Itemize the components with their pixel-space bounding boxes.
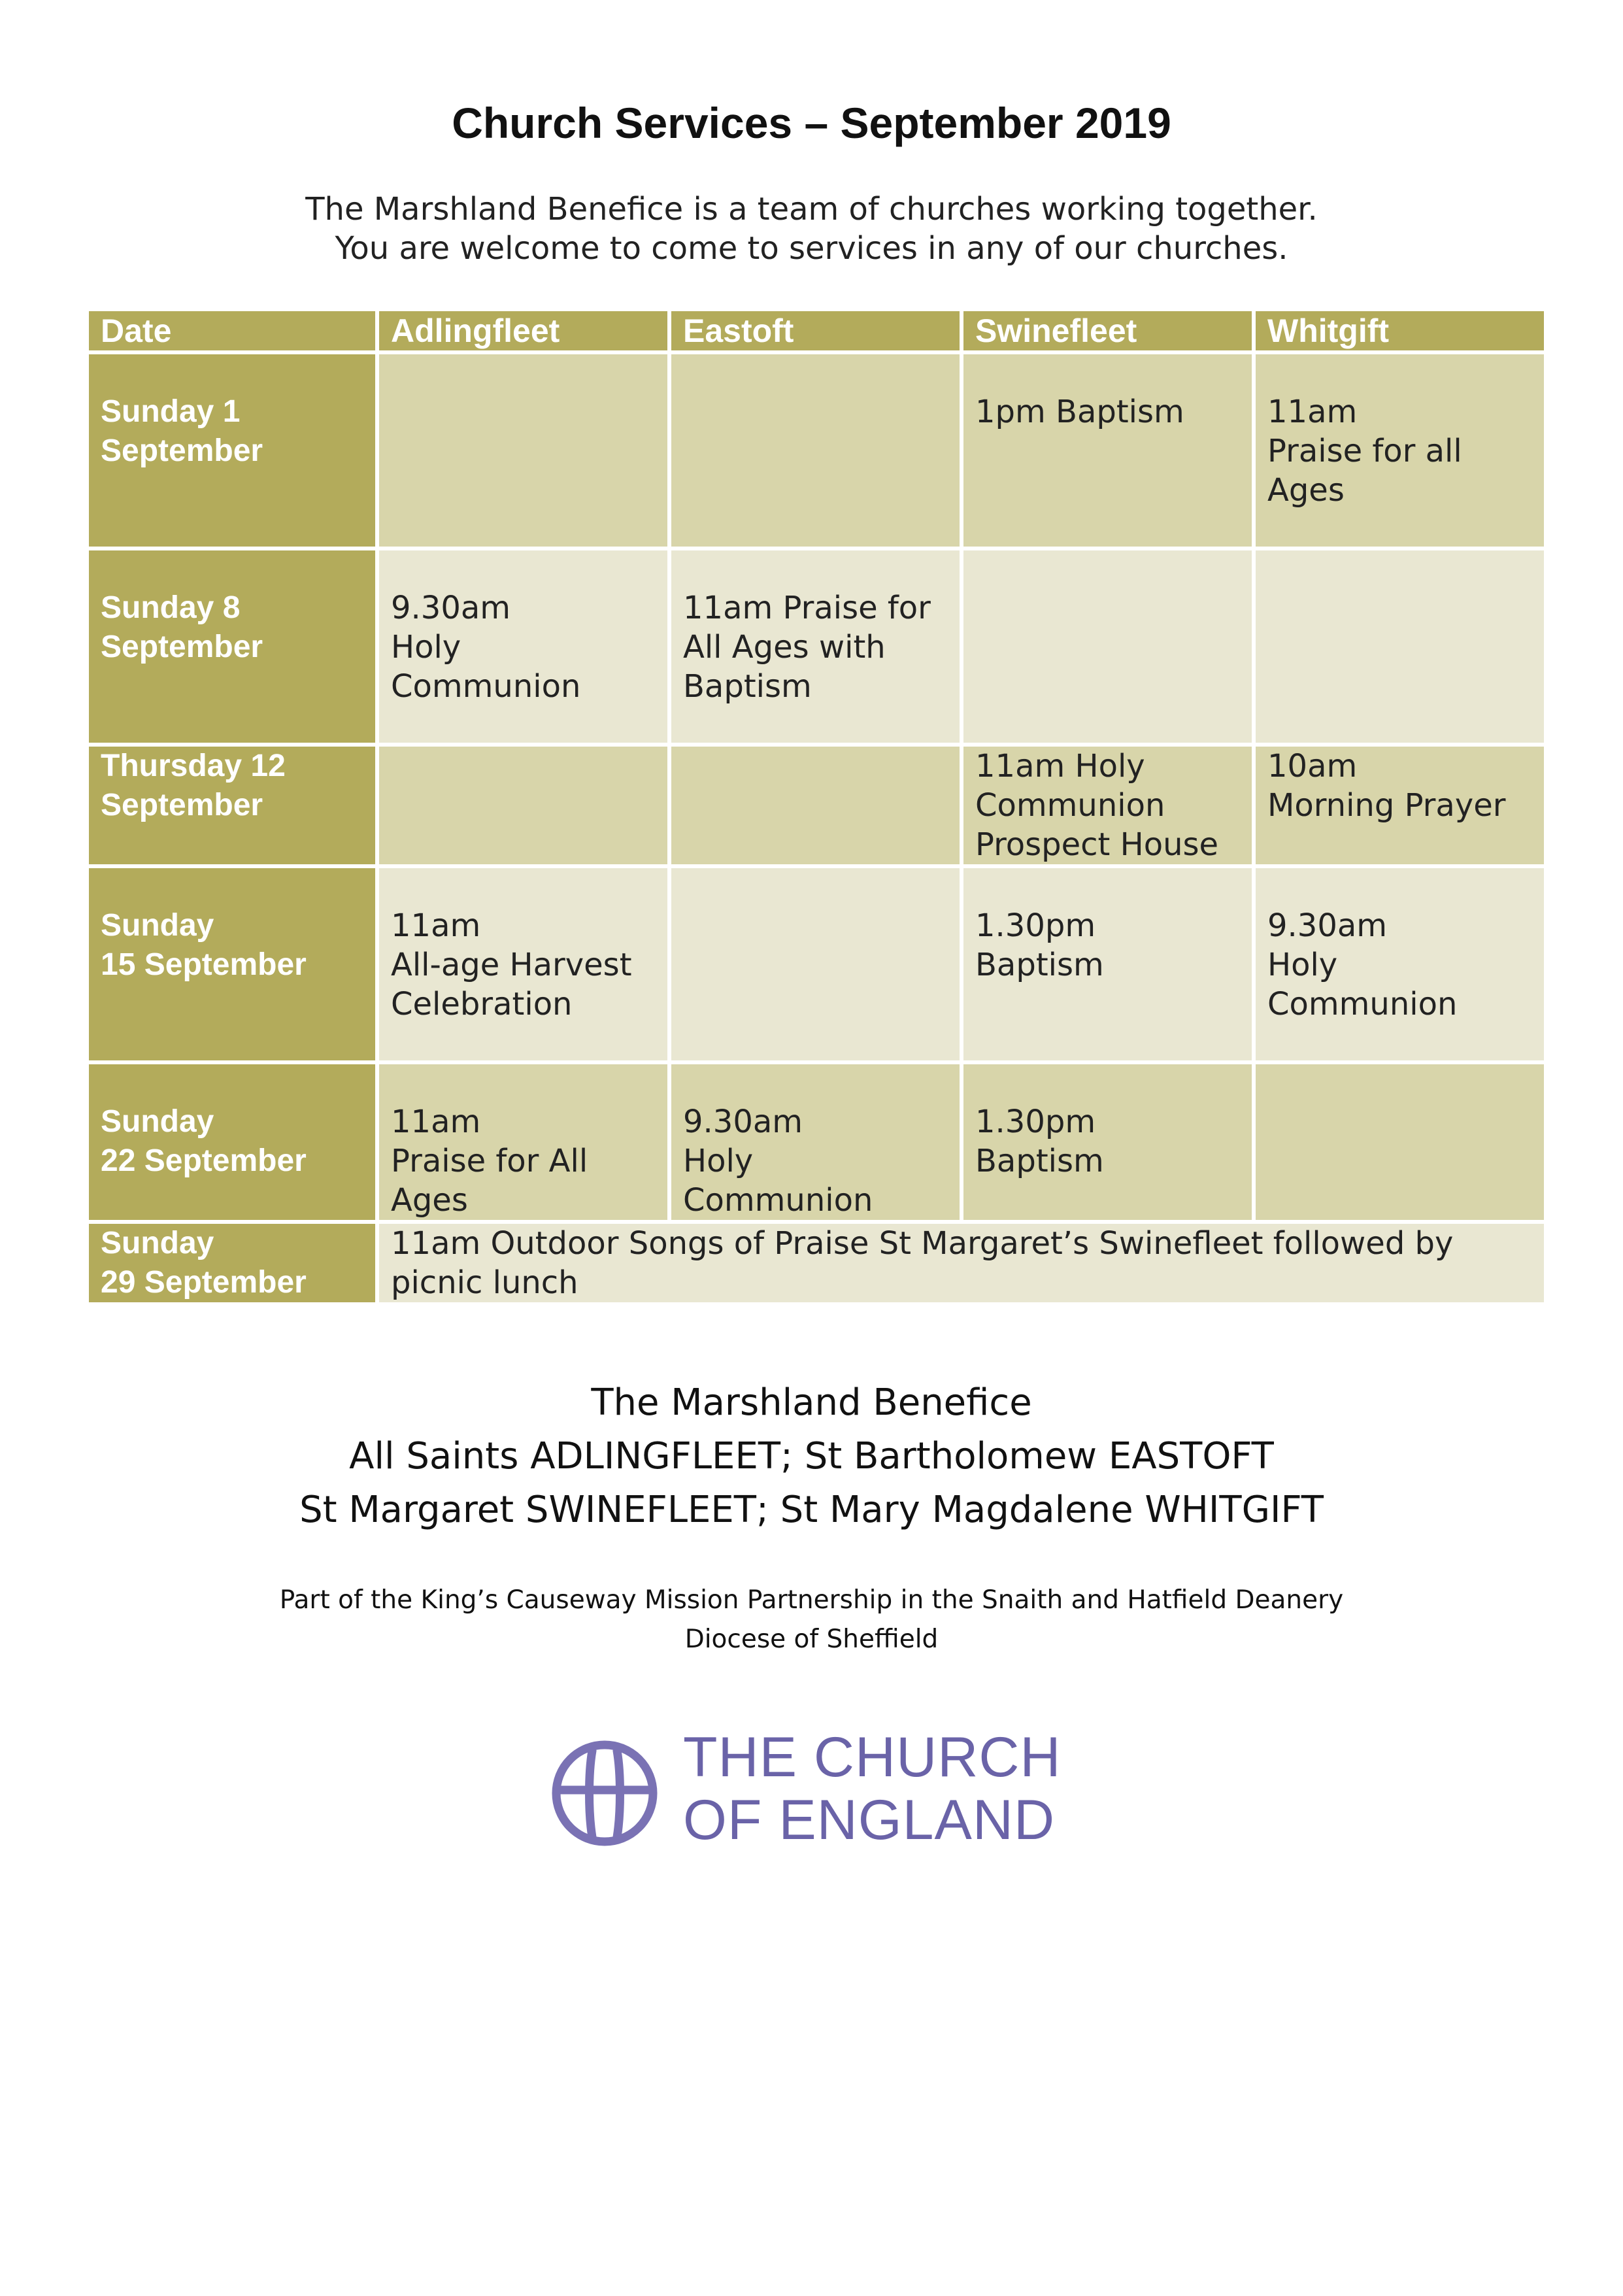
service-cell-swinefleet [962,866,1254,1062]
service-line: 1pm Baptism [975,394,1184,430]
service-cell-whitgift [1254,866,1546,1062]
benefice-churches-2: St Margaret SWINEFLEET; St Mary Magdalene WHITGIFT [299,1489,1324,1531]
service-line: Morning Prayer [1267,787,1506,824]
service-line: All Ages with [683,629,886,666]
partnership-line: Part of the King’s Causeway Mission Partnership in the Snaith and Hatfield Deanery [279,1585,1344,1615]
row-date-line: September [101,630,263,664]
logo-text [683,1726,1062,1851]
service-line: Ages [391,1182,468,1219]
service-line: Communion [391,668,581,705]
service-line: picnic lunch [391,1264,578,1301]
service-cell-eastoft [669,745,962,866]
service-cell-adlingfleet [377,352,669,549]
service-line: Praise for all [1267,433,1462,469]
service-line: Holy [391,629,461,666]
row-date [87,1222,377,1304]
row-date [87,549,377,745]
row-date-line: Sunday 8 [101,590,241,625]
services-table [85,307,1548,1306]
row-date-line: Sunday [101,908,214,943]
table-row [87,1062,1546,1222]
row-date-line: Sunday [101,1104,214,1139]
benefice-churches-1: All Saints ADLINGFLEET; St Bartholomew EASTOFT [349,1435,1274,1477]
service-cell-swinefleet [962,549,1254,745]
table-row [87,1222,1546,1304]
row-date [87,866,377,1062]
intro-text [0,190,1623,268]
table-row [87,866,1546,1062]
intro-line-2: You are welcome to come to services in any of our churches. [335,230,1288,267]
row-date-line: September [101,788,263,822]
intro-line-1: The Marshland Benefice is a team of churches working together. [305,191,1318,228]
service-line: 11am Outdoor Songs of Praise St Margaret’s Swinefleet followed by [391,1225,1454,1262]
row-date [87,745,377,866]
service-line: 11am [391,1104,481,1140]
service-line: Holy [683,1143,754,1179]
service-line: 9.30am [683,1104,803,1140]
row-date-line: Sunday 1 [101,394,241,429]
row-date-line: September [101,433,263,468]
service-cell-adlingfleet [377,745,669,866]
service-cell-eastoft [669,549,962,745]
service-cell-swinefleet [962,745,1254,866]
service-line: Celebration [391,986,573,1022]
service-cell-eastoft [669,866,962,1062]
row-date-line: Sunday [101,1226,214,1260]
row-date [87,1062,377,1222]
service-line: All-age Harvest [391,947,632,983]
row-date-line: Thursday 12 [101,749,286,783]
service-line: 11am Holy [975,748,1145,785]
header-date: Date [87,309,377,352]
service-line: 9.30am [391,590,511,626]
service-cell-eastoft [669,1062,962,1222]
row-date [87,352,377,549]
service-cell-swinefleet [962,352,1254,549]
service-line: Baptism [683,668,812,705]
service-line: Communion [1267,986,1458,1022]
service-cell-adlingfleet [377,866,669,1062]
service-cell-whitgift [1254,745,1546,866]
logo-line-2: OF ENGLAND [683,1789,1056,1851]
merged-service-cell [377,1222,1546,1304]
service-cell-adlingfleet [377,549,669,745]
row-date-line: 29 September [101,1265,307,1300]
header-swinefleet: Swinefleet [962,309,1254,352]
service-cell-adlingfleet [377,1062,669,1222]
table-row [87,352,1546,549]
service-line: 11am [1267,394,1358,430]
logo-line-1: THE CHURCH [683,1726,1062,1789]
row-date-line: 22 September [101,1143,307,1178]
table-header-row [87,309,1546,352]
church-of-england-logo [549,1726,1085,1857]
service-line: 10am [1267,748,1358,785]
diocese-line: Diocese of Sheffield [684,1625,939,1654]
service-line: Ages [1267,472,1345,509]
service-line: Praise for All [391,1143,588,1179]
service-line: 9.30am [1267,907,1388,944]
service-cell-whitgift [1254,352,1546,549]
table-row [87,549,1546,745]
partnership-block [0,1581,1623,1659]
service-cell-whitgift [1254,549,1546,745]
service-line: 11am Praise for [683,590,931,626]
service-line: Baptism [975,947,1104,983]
service-cell-whitgift [1254,1062,1546,1222]
service-line: Baptism [975,1143,1104,1179]
service-cell-eastoft [669,352,962,549]
service-line: Communion [683,1182,873,1219]
table-row [87,745,1546,866]
header-whitgift: Whitgift [1254,309,1546,352]
service-line: Prospect House [975,826,1219,863]
page-title: Church Services – September 2019 [452,99,1171,147]
service-line: Communion [975,787,1165,824]
row-date-line: 15 September [101,947,307,982]
church-of-england-cross-icon [549,1738,660,1849]
benefice-name: The Marshland Benefice [591,1381,1032,1424]
service-line: 1.30pm [975,907,1096,944]
service-cell-swinefleet [962,1062,1254,1222]
header-eastoft: Eastoft [669,309,962,352]
service-line: 11am [391,907,481,944]
service-line: 1.30pm [975,1104,1096,1140]
benefice-block [0,1376,1623,1537]
service-line: Holy [1267,947,1338,983]
header-adlingfleet: Adlingfleet [377,309,669,352]
